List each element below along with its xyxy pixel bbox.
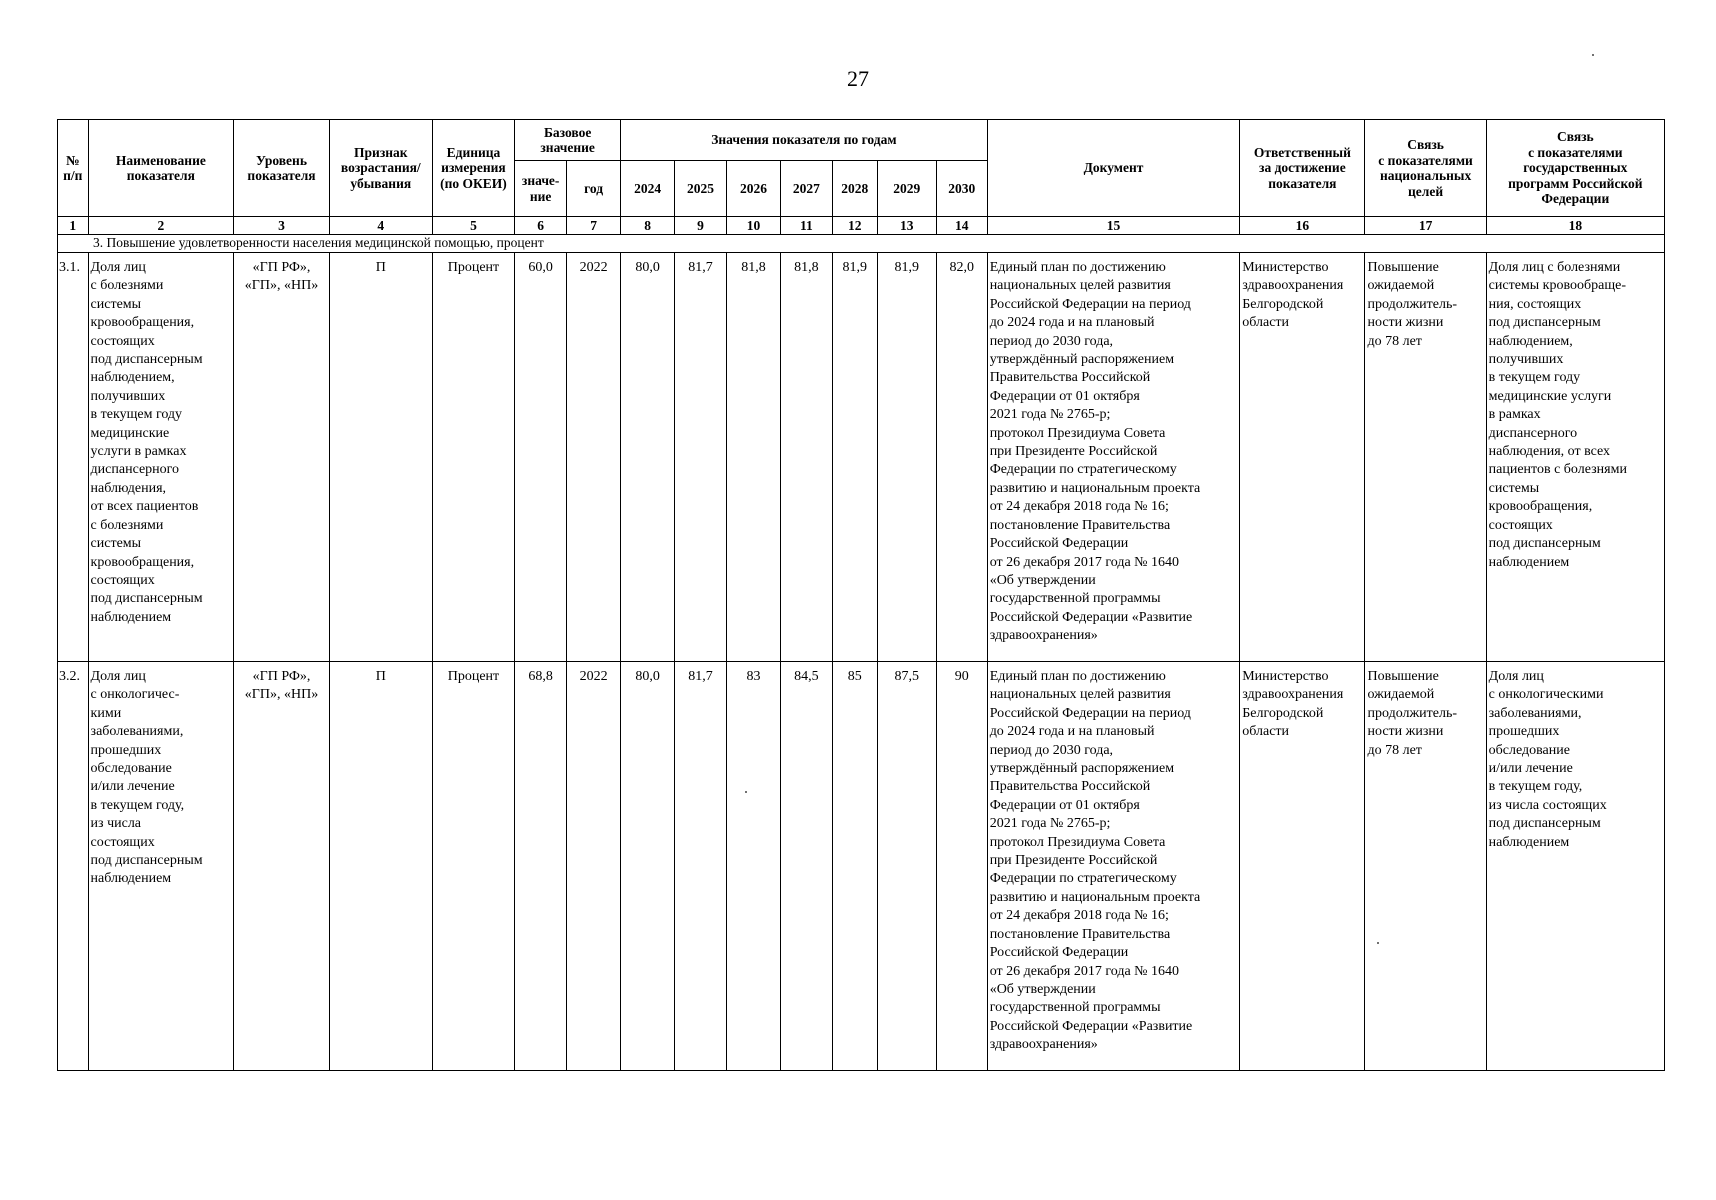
year-value: 81,8 [727,253,781,662]
col-header-years-title: Значения показателя по годам [621,120,988,161]
column-number: 6 [515,217,567,235]
year-value: 81,9 [832,253,877,662]
col-header-num: № п/п [58,120,89,217]
col-header-base-year: год [567,161,621,217]
column-number: 15 [987,217,1240,235]
col-header-name: Наименование показателя [88,120,234,217]
column-number: 4 [329,217,432,235]
link-programs-text: Доля лиц с онкологическими заболеваниями, прошедших обследование и/или лечение в текущем году, из числа состоящих под диспансерным наблюдением [1486,662,1664,1071]
section-row [58,235,1665,253]
year-value: 83 [727,662,781,1071]
col-header-document: Документ [987,120,1240,217]
scan-speck [1377,942,1379,944]
indicator-sign: П [329,662,432,1071]
col-header-unit: Единица измерения (по ОКЕИ) [432,120,514,217]
indicator-name: Доля лиц с болезнями системы кровообращения, состоящих под диспансерным наблюдением, получивших в текущем году медицинские услуги в рамках диспансерного наблюдения, от всех пациентов с болезнями системы кровообращения, состоящих под диспансерным наблюдением [88,253,234,662]
year-value: 84,5 [780,662,832,1071]
column-numbers-row [58,217,1665,235]
column-number: 14 [936,217,987,235]
indicator-sign: П [329,253,432,662]
scan-speck [1592,54,1594,56]
indicator-name: Доля лиц с онкологичес- кими заболеваниями, прошедших обследование и/или лечение в текущем году, из числа состоящих под диспансерным наблюдением [88,662,234,1071]
indicator-level: «ГП РФ», «ГП», «НП» [234,253,330,662]
document-text: Единый план по достижению национальных целей развития Российской Федерации на период до 2024 года и на плановый период до 2030 года, утверждённый распоряжением Правительства Российской Федерации от 01 октября 2021 года № 2765-р; протокол Президиума Совета при Президенте Российской Федерации по стратегическому развитию и национальным проекта от 24 декабря 2018 года № 16; постановление Правительства Российской Федерации от 26 декабря 2017 года № 1640 «Об утверждении государственной программы Российской Федерации «Развитие здравоохранения» [987,253,1240,662]
column-number: 2 [88,217,234,235]
year-value: 80,0 [621,253,675,662]
column-number: 9 [675,217,727,235]
column-number: 11 [780,217,832,235]
col-header-level: Уровень показателя [234,120,330,217]
base-year: 2022 [567,253,621,662]
year-value: 81,8 [780,253,832,662]
link-national-text: Повышение ожидаемой продолжитель- ности жизни до 78 лет [1365,253,1486,662]
year-value: 87,5 [877,662,936,1071]
row-number: 3.2. [58,662,89,1071]
col-header-link-programs: Связь с показателями государственных программ Российской Федерации [1486,120,1664,217]
year-value: 81,7 [675,662,727,1071]
col-header-base-value: значе- ние [515,161,567,217]
header-row-1 [58,120,1665,161]
column-number: 1 [58,217,89,235]
indicators-table [57,119,1665,1071]
column-number: 3 [234,217,330,235]
section-title: 3. Повышение удовлетворенности населения медицинской помощью, процент [58,235,1665,253]
base-year: 2022 [567,662,621,1071]
document-text: Единый план по достижению национальных целей развития Российской Федерации на период до 2024 года и на плановый период до 2030 года, утверждённый распоряжением Правительства Российской Федерации от 01 октября 2021 года № 2765-р; протокол Президиума Совета при Президенте Российской Федерации по стратегическому развитию и национальным проекта от 24 декабря 2018 года № 16; постановление Правительства Российской Федерации от 26 декабря 2017 года № 1640 «Об утверждении государственной программы Российской Федерации «Развитие здравоохранения» [987,662,1240,1071]
year-value: 85 [832,662,877,1071]
indicator-unit: Процент [432,662,514,1071]
column-number: 5 [432,217,514,235]
base-value: 68,8 [515,662,567,1071]
column-number: 16 [1240,217,1365,235]
column-number: 18 [1486,217,1664,235]
col-header-year: 2024 [621,161,675,217]
table-row [58,253,1665,662]
row-number: 3.1. [58,253,89,662]
column-number: 10 [727,217,781,235]
responsible-text: Министерство здравоохранения Белгородской области [1240,253,1365,662]
base-value: 60,0 [515,253,567,662]
column-number: 7 [567,217,621,235]
col-header-year: 2030 [936,161,987,217]
col-header-base: Базовое значение [515,120,621,161]
indicator-level: «ГП РФ», «ГП», «НП» [234,662,330,1071]
year-value: 80,0 [621,662,675,1071]
link-national-text: Повышение ожидаемой продолжитель- ности жизни до 78 лет [1365,662,1486,1071]
responsible-text: Министерство здравоохранения Белгородской области [1240,662,1365,1071]
table-row [58,662,1665,1071]
indicator-unit: Процент [432,253,514,662]
column-number: 12 [832,217,877,235]
link-programs-text: Доля лиц с болезнями системы кровообраще- ния, состоящих под диспансерным наблюдением, получивших в текущем году медицинские услуги в рамках диспансерного наблюдения, от всех пациентов с болезнями системы кровообращения, состоящих под диспансерным наблюдением [1486,253,1664,662]
scan-speck [745,791,747,793]
col-header-year: 2029 [877,161,936,217]
column-number: 13 [877,217,936,235]
col-header-responsible: Ответственный за достижение показателя [1240,120,1365,217]
year-value: 81,9 [877,253,936,662]
col-header-year: 2026 [727,161,781,217]
col-header-link-national: Связь с показателями национальных целей [1365,120,1486,217]
page-number: 27 [847,66,869,91]
year-value: 82,0 [936,253,987,662]
year-value: 90 [936,662,987,1071]
col-header-year: 2027 [780,161,832,217]
col-header-year: 2028 [832,161,877,217]
col-header-year: 2025 [675,161,727,217]
year-value: 81,7 [675,253,727,662]
column-number: 8 [621,217,675,235]
col-header-sign: Признак возрастания/ убывания [329,120,432,217]
column-number: 17 [1365,217,1486,235]
